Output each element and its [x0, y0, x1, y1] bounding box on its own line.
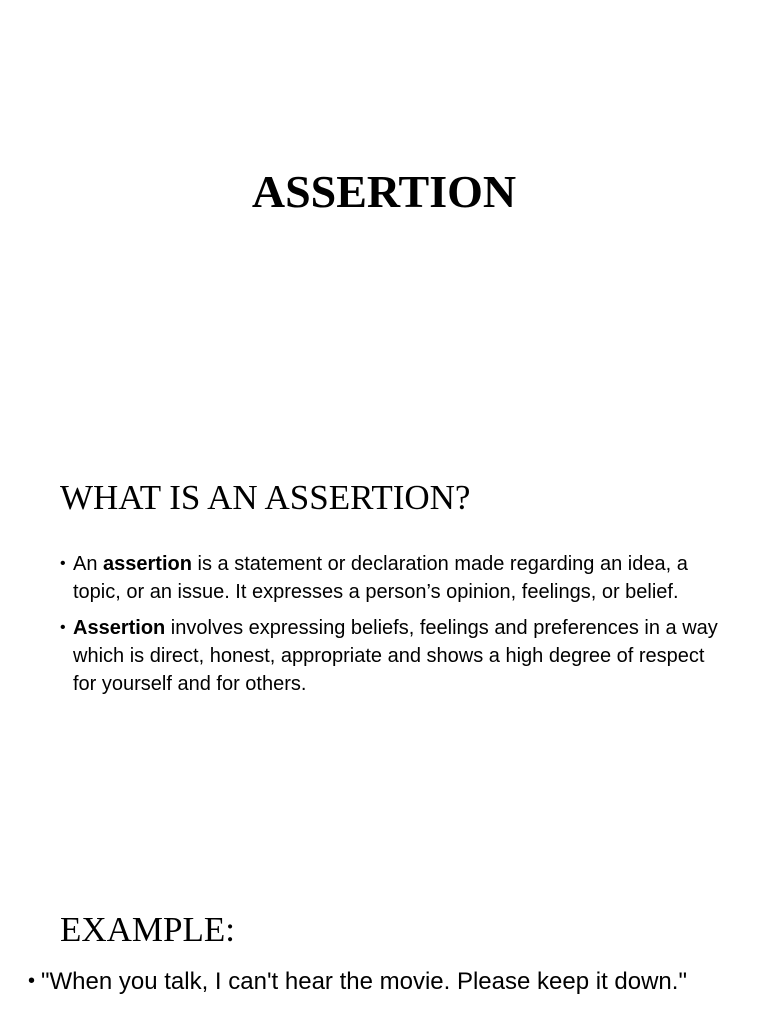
definition-text: is a statement or declaration made regarding an idea, a topic, or an issue. It expresses a person’s opinion, feelings, or belief. — [73, 553, 688, 603]
example-text: "When you talk, I can't hear the movie. Please keep it down." — [41, 968, 687, 995]
title-slide — [0, 0, 768, 380]
definition-item — [60, 550, 720, 606]
definition-keyword: Assertion — [73, 617, 166, 639]
definition-slide — [0, 460, 768, 760]
definition-heading: WHAT IS AN ASSERTION? — [60, 478, 471, 517]
definition-item — [60, 614, 720, 698]
definition-list — [60, 550, 720, 706]
example-heading: EXAMPLE: — [60, 910, 235, 949]
bullet-icon: • — [60, 555, 66, 572]
slide-title: ASSERTION — [251, 166, 517, 217]
example-list — [28, 966, 728, 997]
definition-text-prefix: An — [73, 553, 104, 575]
example-slide — [0, 900, 768, 1024]
definition-text: involves expressing beliefs, feelings and preferences in a way which is direct, honest, appropriate and shows a high degree of respect for yourself and for others. — [73, 617, 718, 695]
example-item — [28, 966, 728, 997]
bullet-icon: • — [28, 970, 36, 992]
definition-keyword: assertion — [103, 553, 192, 575]
bullet-icon: • — [60, 619, 66, 636]
